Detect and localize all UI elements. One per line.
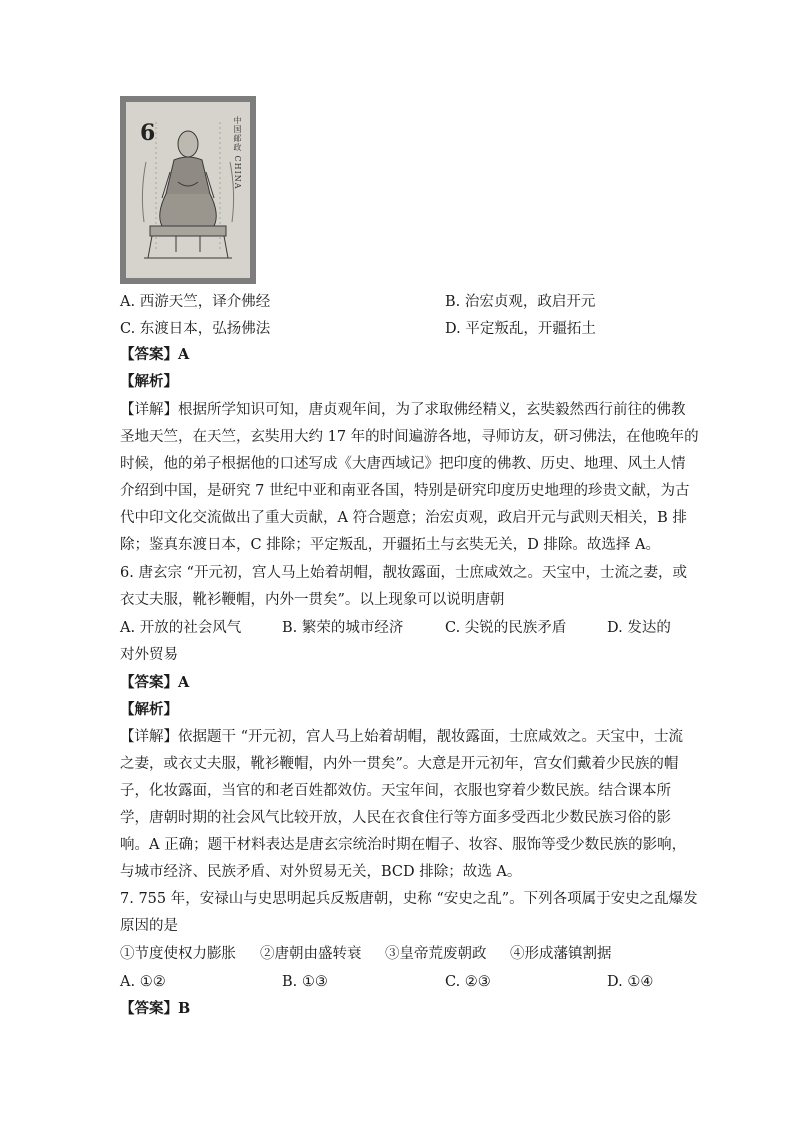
q6-option-c: C. 尖锐的民族矛盾 [445,620,567,636]
stamp-artwork [126,102,250,278]
q6-detail-line: 与城市经济、民族矛盾、对外贸易无关，BCD 排除；故选 A。 [120,864,522,880]
q5-detail-line: 圣地天竺，在天竺，玄奘用大约 17 年的时间遍游各地，寻师访友，研习佛法，在他晚年的 [120,429,699,445]
q7-item: ④形成藩镇割据 [510,946,612,962]
xuanzang-stamp-image [120,96,256,284]
q5-option-c: C. 东渡日本，弘扬佛法 [120,321,271,337]
q7-option-b: B. ①③ [282,974,328,990]
q5-option-b: B. 治宏贞观，政启开元 [445,294,596,310]
stamp-country-text: 中国邮政 CHINA [233,116,242,190]
q5-detail-line: 代中印文化交流做出了重大贡献，A 符合题意；治宏贞观，政启开元与武则天相关，B 排 [120,510,687,526]
q5-option-d: D. 平定叛乱，开疆拓土 [445,321,596,337]
q6-option-d-continued: 对外贸易 [120,647,178,663]
stamp-denomination: 6 [140,120,156,146]
q5-option-a: A. 西游天竺，译介佛经 [120,294,271,310]
q7-item: ①节度使权力膨胀 [120,946,236,962]
q6-detail-line: 响。A 正确；题干材料表达是唐玄宗统治时期在帽子、妆容、服饰等受少数民族的影响， [120,837,687,853]
q7-option-c: C. ②③ [445,974,491,990]
q6-detail-line: 学，唐朝时期的社会风气比较开放，人民在衣食住行等方面多受西北少数民族习俗的影 [120,810,671,826]
q6-option-b: B. 繁荣的城市经济 [282,620,404,636]
q5-detail-line: 介绍到中国，是研究 7 世纪中亚和南亚各国，特别是研究印度历史地理的珍贵文献，为古 [120,483,690,499]
q7-answer: 【答案】B [120,1000,191,1017]
q6-analysis-title: 【解析】 [120,701,178,718]
q6-detail-line: 子，化妆露面，当官的和老百姓都效仿。天宝年间，衣服也穿着少数民族。结合课本所 [120,783,671,799]
q6-answer: 【答案】A [120,674,190,691]
q5-analysis-title: 【解析】 [120,373,178,390]
q7-item: ③皇帝荒废朝政 [385,946,487,962]
q7-option-a: A. ①② [120,974,166,990]
q5-detail-line: 时候，他的弟子根据他的口述写成《大唐西域记》把印度的佛教、历史、地理、风土人情 [120,456,686,472]
q7-stem-line: 原因的是 [120,918,178,934]
q5-detail-line: 除；鉴真东渡日本，C 排除；平定叛乱，开疆拓土与玄奘无关，D 排除。故选择 A。 [120,537,661,553]
q6-detail-line: 【详解】依据题干 “开元初，宫人马上始着胡帽，靓妆露面，士庶咸效之。天宝中，士流 [120,729,684,745]
q6-stem-line: 衣丈夫服，靴衫鞭帽，内外一贯矣”。以上现象可以说明唐朝 [120,592,505,608]
q6-option-a: A. 开放的社会风气 [120,620,242,636]
q6-stem-line: 6. 唐玄宗 “开元初，宫人马上始着胡帽，靓妆露面，士庶咸效之。天宝中，士流之妻，或 [120,565,687,581]
q7-option-d: D. ①④ [607,974,654,990]
q6-option-d: D. 发达的 [607,620,671,636]
q5-detail-line: 【详解】根据所学知识可知，唐贞观年间，为了求取佛经精义，玄奘毅然西行前往的佛教 [120,402,686,418]
q6-detail-line: 之妻，或衣丈夫服，靴衫鞭帽，内外一贯矣”。大意是开元初年，宫女们戴着少民族的帽 [120,756,679,772]
q7-item: ②唐朝由盛转衰 [260,946,362,962]
q5-answer: 【答案】A [120,346,190,363]
q7-stem-line: 7. 755 年，安禄山与史思明起兵反叛唐朝，史称 “安史之乱”。下列各项属于安史之乱爆发 [120,891,698,907]
